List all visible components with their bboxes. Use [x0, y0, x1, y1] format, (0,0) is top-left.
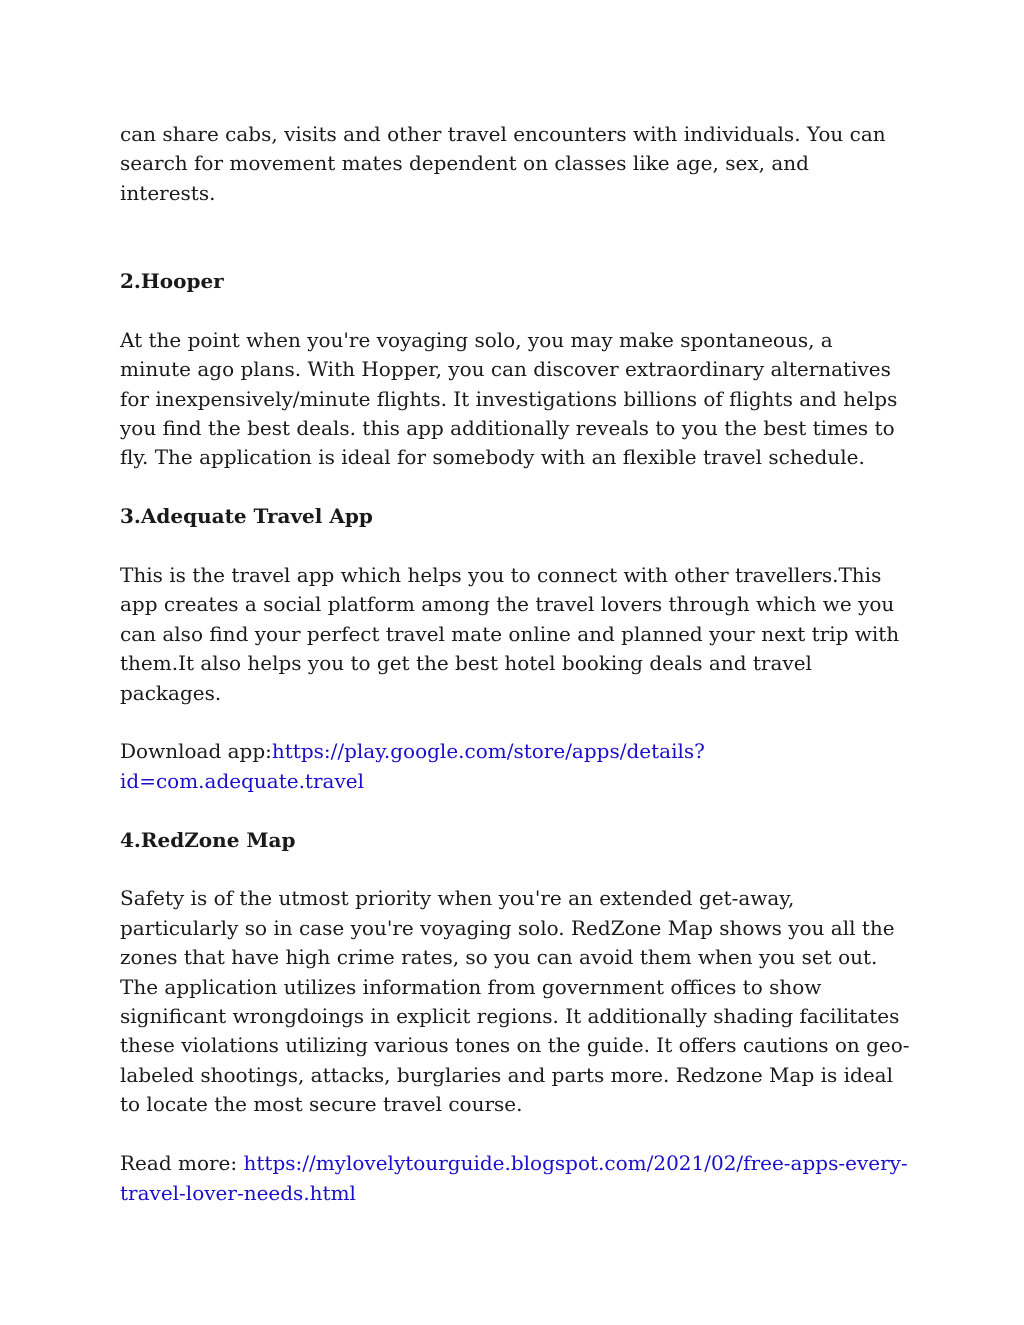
spacer [120, 796, 910, 825]
section-body-hooper: At the point when you're voyaging solo, you may make spontaneous, a minute ago plans. With Hopper, you can discover extraordinary alternatives for inexpensively/minute flights. It investigations billions of flights and helps you find the best deals. this app additionally reveals to you the best times to fly. The application is ideal for somebody with an flexible travel schedule. [120, 327, 898, 470]
section-heading-redzone-map: 4.RedZone Map [120, 827, 296, 852]
section-heading-hooper: 2.Hooper [120, 269, 224, 294]
read-more-label: Read more: [120, 1151, 244, 1176]
spacer [120, 708, 910, 737]
spacer [120, 208, 910, 267]
document-page [120, 120, 910, 1208]
spacer [120, 473, 910, 502]
download-label: Download app: [120, 739, 272, 764]
read-more-line [120, 1149, 910, 1208]
read-more-link[interactable]: https://mylovelytourguide.blogspot.com/2021/02/free-apps-every-travel-lover-needs.html [120, 1151, 908, 1205]
section-body-redzone-map: Safety is of the utmost priority when you're an extended get-away, particularly so in case you're voyaging solo. RedZone Map shows you all the zones that have high crime rates, so you can avoid them when you set out. The application utilizes information from government offices to show significant wrongdoings in explicit regions. It additionally shading facilitates these violations utilizing various tones on the guide. It offers cautions on geo-labeled shootings, attacks, burglaries and parts more. Redzone Map is ideal to locate the most secure travel course. [120, 886, 910, 1117]
download-line [120, 737, 820, 796]
intro-paragraph: can share cabs, visits and other travel encounters with individuals. You can search for movement mates dependent on classes like age, sex, and interests. [120, 122, 886, 205]
section-heading-adequate-travel: 3.Adequate Travel App [120, 504, 373, 529]
spacer [120, 1120, 910, 1149]
spacer [120, 855, 910, 884]
spacer [120, 296, 910, 325]
spacer [120, 532, 910, 561]
section-body-adequate-travel: This is the travel app which helps you to connect with other travellers.This app creates a social platform among the travel lovers through which we you can also find your perfect travel mate online and planned your next trip with them.It also helps you to get the best hotel booking deals and travel packages. [120, 563, 900, 705]
download-link[interactable]: https://play.google.com/store/apps/details?id=com.adequate.travel [120, 739, 705, 793]
